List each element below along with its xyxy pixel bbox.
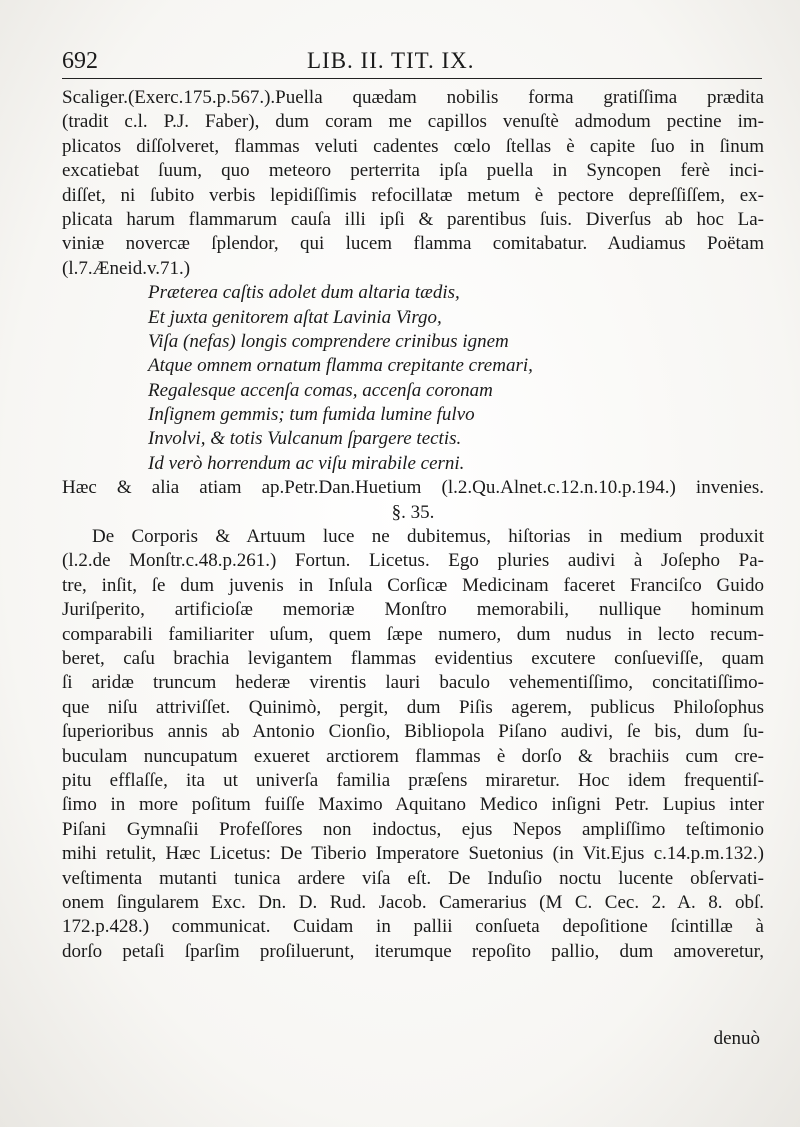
text-line: pitu efflaſſe, ita ut univerſa familia præſens miraretur. Hoc idem frequentiſ- [62,769,764,791]
text-line: que niſu attriviſſet. Quinimò, pergit, dum Piſis agerem, publicus Philoſophus [62,696,764,718]
text-line: comparabili familiariter uſum, quem ſæpe numero, dum nudus in lecto recum- [62,623,764,645]
text-line: diſſet, ni ſubito verbis lepidiſſimis refocillatæ metum è pectore depreſſiſſem, ex- [62,184,764,206]
text-line: Scaliger.(Exerc.175.p.567.).Puella quædam nobilis forma gratiſſima prædita [62,87,764,108]
text-line: Hæc & alia atiam ap.Petr.Dan.Huetium (l.2.Qu.Alnet.c.12.n.10.p.194.) invenies. [62,477,764,499]
text-line: dorſo petaſi ſparſim proſiluerunt, iterumque repoſito pallio, dum amoveretur, [62,940,764,962]
text-line: De Corporis & Artuum luce ne dubitemus, hiſtorias in medium produxit [92,526,764,548]
text-line: ſuperioribus annis ab Antonio Cionſio, Bibliopola Piſano audivi, ſe bis, dum ſu- [62,721,764,743]
verse-line: Regalesque accenſa comas, accenſa coronam [148,379,493,401]
text-line: ſi aridæ truncum hederæ virentis lauri baculo vehementiſſimo, concitatiſſimo- [62,672,764,694]
verse-line: Inſignem gemmis; tum fumida lumine fulvo [148,404,475,426]
text-line: (l.2.de Monſtr.c.48.p.261.) Fortun. Licetus. Ego pluries audivi à Joſepho Pa- [62,550,764,572]
text-line: ſimo in more poſitum fuiſſe Maximo Aquitano Medico inſigni Petr. Lupius inter [62,794,764,816]
text-line: mihi retulit, Hæc Licetus: De Tiberio Imperatore Suetonius (in Vit.Ejus c.14.p.m.132.) [62,843,764,865]
page-number: 692 [62,48,98,74]
text-line: viniæ novercæ ſplendor, qui lucem flamma comitabatur. Audiamus Poëtam [62,233,764,255]
running-head: LIB. II. TIT. IX. [307,48,475,73]
text-line: plicatos diſſolveret, flammas veluti cadentes cœlo ſtellas è capite ſuo in ſinum [62,135,764,157]
verse-line: Et juxta genitorem aſtat Lavinia Virgo, [148,306,442,328]
text-line: buculam nuncupatum exueret arctiorem flammas è dorſo & brachiis cum cre- [62,745,764,767]
body-text [62,86,764,964]
text-line: (tradit c.l. P.J. Faber), dum coram me capillos venuſtè admodum pectine im- [62,111,764,133]
text-line: excatiebat ſuum, quo meteoro perterrita ipſa puella in Syncopen ferè inci- [62,160,764,182]
text-line: tre, inſit, ſe dum juvenis in Inſula Corſicæ Medicinam faceret Franciſco Guido [62,574,764,596]
text-line: plicata harum flammarum cauſa illi ipſi & parentibus ſuis. Diverſus ab hoc La- [62,208,764,230]
text-line: (l.7.Æneid.v.71.) [62,257,191,279]
text-line: beret, caſu brachia levigantem flammas evidentius excutere conſueviſſe, quam [62,647,764,669]
verse-line: Viſa (nefas) longis comprendere crinibus ignem [148,330,509,352]
verse-line: Involvi, & totis Vulcanum ſpargere tectis. [148,428,462,450]
verse-line: Id verò horrendum ac viſu mirabile cerni. [148,452,465,474]
catchword: denuò [713,1028,760,1049]
section-number: §. 35. [391,501,435,523]
text-line: onem ſingularem Exc. Dn. D. Rud. Jacob. Camerarius (M C. Cec. 2. A. 8. obſ. [62,891,764,913]
page-header [62,48,762,79]
text-line: Piſani Gymnaſii Profeſſores non indoctus, ejus Nepos ampliſſimo teſtimonio [62,818,764,840]
text-line: Juriſperito, artificioſæ memoriæ Monſtro memorabili, nullique hominum [62,599,764,621]
text-line: veſtimenta mutanti tunica ardere viſa eſt. De Induſio noctu lucente obſervati- [62,867,764,889]
verse-line: Præterea caſtis adolet dum altaria tædis, [148,282,460,304]
verse-line: Atque omnem ornatum flamma crepitante cremari, [148,355,533,377]
text-line: 172.p.428.) communicat. Cuidam in pallii conſueta depoſitione ſcintillæ à [62,916,764,938]
